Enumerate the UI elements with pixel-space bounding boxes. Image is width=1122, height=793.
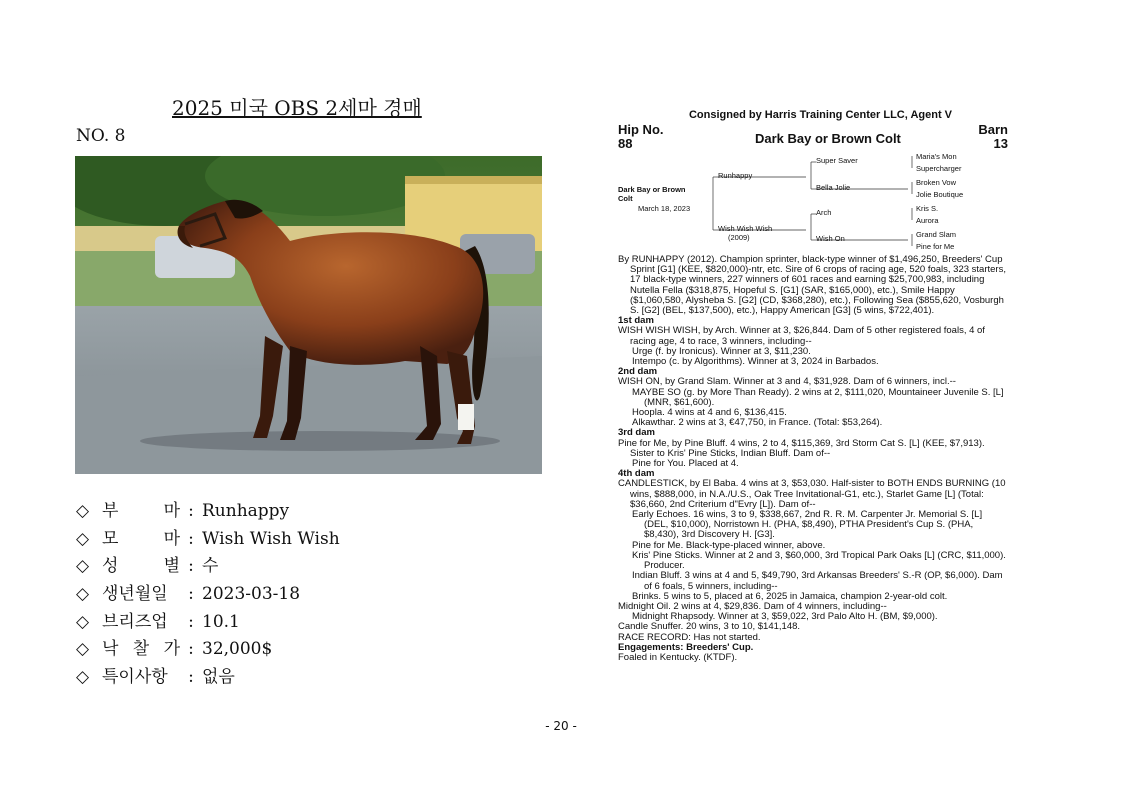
barn-label: Barn	[978, 122, 1008, 137]
pedigree-g5: Kris S.	[916, 204, 939, 213]
section-head-2nd-dam: 2nd dam	[618, 366, 658, 378]
pedigree-g4: Jolie Boutique	[916, 190, 964, 199]
pedigree-dam-sire: Arch	[816, 208, 832, 217]
second-dam-foal-2: Hoopla. 4 wins at 4 and 6, $136,415.	[632, 407, 787, 419]
colon: :	[188, 667, 194, 688]
hip-block	[618, 123, 664, 151]
pedigree-g7: Grand Slam	[916, 230, 957, 239]
section-head-3rd-dam: 3rd dam	[618, 427, 655, 439]
colon: :	[188, 528, 194, 549]
pedigree-dam-year: (2009)	[728, 233, 750, 242]
info-row-notes	[76, 664, 340, 692]
info-value: 수	[202, 556, 219, 577]
diamond-icon: ◇	[76, 639, 90, 660]
colon: :	[188, 639, 194, 660]
colon: :	[188, 584, 194, 605]
second-dam-foal-3: Alkawthar. 2 wins at 3, €47,750, in France. (Total: $53,264).	[632, 417, 883, 429]
info-row-birthdate	[76, 581, 340, 609]
fourth-dam-foal-4: Indian Bluff. 3 wins at 4 and 5, $49,790, 3rd Arkansas Breeders' S.-R (OP, $6,000). Dam of 6 foals, 5 winners, including--	[632, 570, 1003, 592]
info-row-sex	[76, 553, 340, 581]
fourth-dam-foal-6: Midnight Oil. 2 wins at 4, $29,836. Dam of 4 winners, including--	[618, 600, 887, 612]
horse-info-list	[76, 498, 340, 692]
catalog-text	[618, 255, 1008, 663]
info-value: 10.1	[202, 611, 240, 632]
diamond-icon: ◇	[76, 611, 90, 632]
pedigree-g1: Maria's Mon	[916, 152, 957, 161]
pedigree-subject: Dark Bay or Brown Colt	[618, 185, 686, 203]
colon: :	[188, 611, 194, 632]
pedigree-sire-sire: Super Saver	[816, 156, 858, 165]
hip-label: Hip No.	[618, 122, 664, 137]
info-row-dam	[76, 526, 340, 554]
colon: :	[188, 501, 194, 521]
pedigree-chart	[618, 152, 1008, 254]
info-row-sire	[76, 498, 340, 526]
diamond-icon: ◇	[76, 501, 90, 521]
second-dam-text: WISH ON, by Grand Slam. Winner at 3 and 4, $31,928. Dam of 6 winners, incl.--	[618, 376, 956, 388]
info-value: 2023-03-18	[202, 584, 301, 605]
pedigree-g2: Supercharger	[916, 164, 962, 173]
pedigree-dam-dam: Wish On	[816, 234, 845, 243]
diamond-icon: ◇	[76, 528, 90, 549]
info-value: 없음	[202, 667, 235, 688]
info-row-price	[76, 636, 340, 664]
info-row-breeze-up	[76, 609, 340, 637]
info-label: 생년월일	[102, 584, 168, 605]
lot-number: NO. 8	[76, 126, 126, 146]
info-label: 특이사항	[102, 667, 168, 688]
fourth-dam-text: CANDLESTICK, by El Baba. 4 wins at 3, $53,030. Half-sister to BOTH ENDS BURNING (10 wins, $888,000, in N.A./U.S., Oak Tree Invitational-G1, etc.), Starlet Game [L] (Total: $36,660, 2nd Criterium d"Evry [L]). Dam of--	[618, 478, 1006, 510]
pedigree-sire-dam: Bella Jolie	[816, 183, 851, 192]
hip-header	[618, 123, 1008, 151]
fourth-dam-foal-7: Midnight Rhapsody. Winner at 3, $59,022, 3rd Palo Alto H. (BM, $9,000).	[632, 611, 938, 623]
race-record: RACE RECORD: Has not started.	[618, 631, 761, 643]
fourth-dam-foal-2: Pine for Me. Black-type-placed winner, above.	[632, 539, 826, 551]
colt-title: Dark Bay or Brown Colt	[754, 131, 901, 146]
diamond-icon: ◇	[76, 667, 90, 688]
page-number: - 20 -	[545, 719, 577, 733]
third-dam-text: Pine for Me, by Pine Bluff. 4 wins, 2 to 4, $115,369, 3rd Storm Cat S. [L] (KEE, $7,913). Sister to Kris' Pine Sticks, Indian Bluff. Dam of--	[618, 437, 985, 459]
hip-number: 88	[618, 136, 633, 151]
info-label: 모 마	[102, 528, 180, 549]
first-dam-foal-1: Urge (f. by Ironicus). Winner at 3, $11,230.	[632, 345, 811, 357]
pedigree-g6: Aurora	[916, 216, 939, 225]
pedigree-g8: Pine for Me	[916, 242, 955, 251]
foaled-in: Foaled in Kentucky. (KTDF).	[618, 651, 738, 663]
info-label: 부 마	[102, 501, 180, 521]
colon: :	[188, 556, 194, 577]
fourth-dam-foal-5: Brinks. 5 wins to 5, placed at 6, 2025 in Jamaica, champion 2-year-old colt.	[632, 590, 948, 602]
info-label: 낙 찰 가	[102, 639, 180, 660]
barn-number: 13	[993, 136, 1008, 151]
sire-paragraph: By RUNHAPPY (2012). Champion sprinter, black-type winner of $1,496,250, Breeders' Cup Sprint [G1] (KEE, $820,000)-ntr, etc. Sire of 6 crops of racing age, 520 foals, 323 starters, 17 black-type winners, 227 winners of 601 races and earning $25,700,983, including Nutella Fella ($318,875, Hopeful S. [G1] (SAR, $165,000), etc.), Smile Happy ($1,060,580, Alysheba S. [G2] (CD, $368,280), etc.), Following Sea ($855,620, Vosburgh S. [G2] (BEL, $137,500), etc.), Happy American [G3] (5 wins, $722,401).	[618, 254, 1006, 317]
pedigree-g3: Broken Vow	[916, 178, 957, 187]
first-dam-text: WISH WISH WISH, by Arch. Winner at 3, $26,844. Dam of 5 other registered foals, 4 of racing age, 4 to race, 3 winners, including--	[618, 325, 985, 347]
pedigree-foaled: March 18, 2023	[638, 204, 691, 213]
fourth-dam-foal-8: Candle Snuffer. 20 wins, 3 to 10, $141,148.	[618, 621, 801, 633]
third-dam-foal-1: Pine for You. Placed at 4.	[632, 458, 739, 470]
barn-block	[978, 123, 1008, 151]
pedigree-sire: Runhappy	[718, 171, 753, 180]
diamond-icon: ◇	[76, 556, 90, 577]
page-title: 2025 미국 OBS 2세마 경매	[172, 96, 422, 120]
diamond-icon: ◇	[76, 584, 90, 605]
section-head-1st-dam: 1st dam	[618, 315, 654, 327]
info-label: 브리즈업	[102, 611, 168, 632]
pedigree-dam: Wish Wish Wish	[718, 224, 773, 233]
info-value: Runhappy	[202, 501, 290, 521]
catalog-page	[618, 109, 1008, 663]
second-dam-foal-1: MAYBE SO (g. by More Than Ready). 2 wins at 2, $111,020, Mountaineer Juvenile S. [L] (MNR, $61,600).	[632, 386, 1004, 408]
section-head-4th-dam: 4th dam	[618, 468, 655, 480]
info-label: 성 별	[102, 556, 180, 577]
first-dam-foal-2: Intempo (c. by Algorithms). Winner at 3, 2024 in Barbados.	[632, 356, 879, 368]
consignor: Consigned by Harris Training Center LLC, Agent V	[688, 109, 952, 121]
horse-photo-image	[75, 156, 542, 474]
engagements: Engagements: Breeders' Cup.	[618, 641, 754, 653]
fourth-dam-foal-3: Kris' Pine Sticks. Winner at 2 and 3, $60,000, 3rd Tropical Park Oaks [L] (CRC, $11,000). Producer.	[632, 549, 1006, 572]
info-value: 32,000$	[202, 639, 273, 660]
info-value: Wish Wish Wish	[202, 528, 340, 549]
horse-photo	[75, 156, 542, 474]
fourth-dam-foal-1: Early Echoes. 16 wins, 3 to 9, $338,667, 2nd R. R. M. Carpenter Jr. Memorial S. [L] (DEL, $10,000), Norristown H. (PHA, $8,490), PTHA President's Cup S. (PHA, $8,430), 3rd Discovery H. [G3].	[632, 509, 983, 541]
